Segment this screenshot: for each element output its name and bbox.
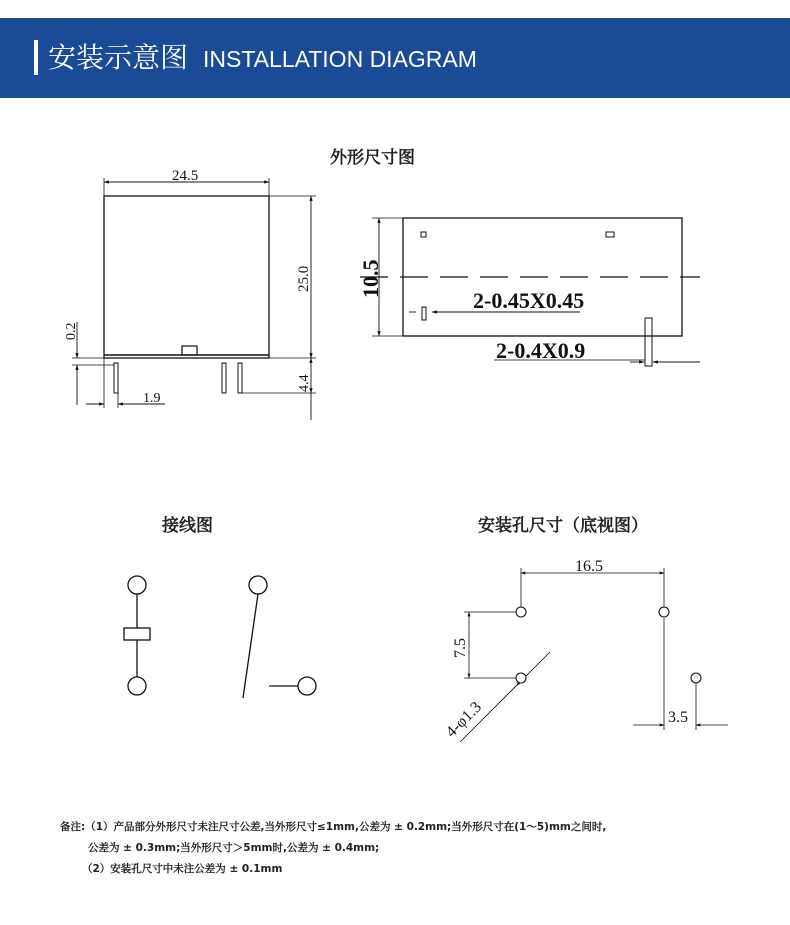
dim-pin-a: 2-0.45X0.45 xyxy=(473,288,585,313)
dim-hole-span: 16.5 xyxy=(575,558,603,575)
mount-hole-3 xyxy=(516,673,526,683)
switch-common-terminal xyxy=(249,576,267,594)
dim-width: 24.5 xyxy=(172,168,199,184)
header-title-en: INSTALLATION DIAGRAM xyxy=(203,46,477,72)
pin-mid xyxy=(222,363,226,393)
side-pin-right xyxy=(645,318,652,366)
dim-hole-offset: 3.5 xyxy=(668,709,688,726)
wiring-diagram xyxy=(124,576,316,698)
dim-pin-offset: 1.9 xyxy=(143,391,161,406)
mount-hole-2 xyxy=(659,607,669,617)
coil-terminal-bottom xyxy=(128,677,146,695)
coil-symbol xyxy=(124,628,150,640)
side-pin-left xyxy=(422,307,426,320)
switch-contact-terminal xyxy=(298,677,316,695)
dim-gap: 0.2 xyxy=(64,322,79,340)
body-notch xyxy=(182,346,197,355)
outline-section-title: 外形尺寸图 xyxy=(330,148,415,168)
note-line-1: 备注:（1）产品部分外形尺寸未注尺寸公差,当外形尺寸≤1mm,公差为 ± 0.2mm;当外形尺寸在(1～5)mm之间时, xyxy=(60,821,607,833)
dim-pin-b: 2-0.4X0.9 xyxy=(496,338,586,363)
notes-block xyxy=(60,817,606,880)
holes-section-title: 安装孔尺寸（底视图） xyxy=(478,516,648,536)
switch-blade xyxy=(243,594,258,698)
dim-hole-vertical: 7.5 xyxy=(452,638,469,658)
mount-hole-1 xyxy=(516,607,526,617)
note-line-3: （2）安装孔尺寸中未注公差为 ± 0.1mm xyxy=(82,863,283,875)
front-view xyxy=(72,178,316,420)
note-line-2: 公差为 ± 0.3mm;当外形尺寸＞5mm时,公差为 ± 0.4mm; xyxy=(88,842,380,854)
side-marker-right xyxy=(606,232,614,237)
coil-terminal-top xyxy=(128,576,146,594)
dim-height: 25.0 xyxy=(296,265,312,292)
dim-pin-length: 4.4 xyxy=(297,374,312,392)
wiring-section-title: 接线图 xyxy=(162,516,213,536)
relay-body-front xyxy=(104,196,269,358)
pin-left xyxy=(114,363,118,393)
dim-hole-diameter: 4-φ1.3 xyxy=(442,698,485,741)
dim-depth: 10.5 xyxy=(358,259,383,298)
pin-right xyxy=(238,363,242,393)
side-marker-left xyxy=(421,232,426,237)
mount-hole-4 xyxy=(691,673,701,683)
header-title-cn: 安装示意图 xyxy=(48,41,189,74)
